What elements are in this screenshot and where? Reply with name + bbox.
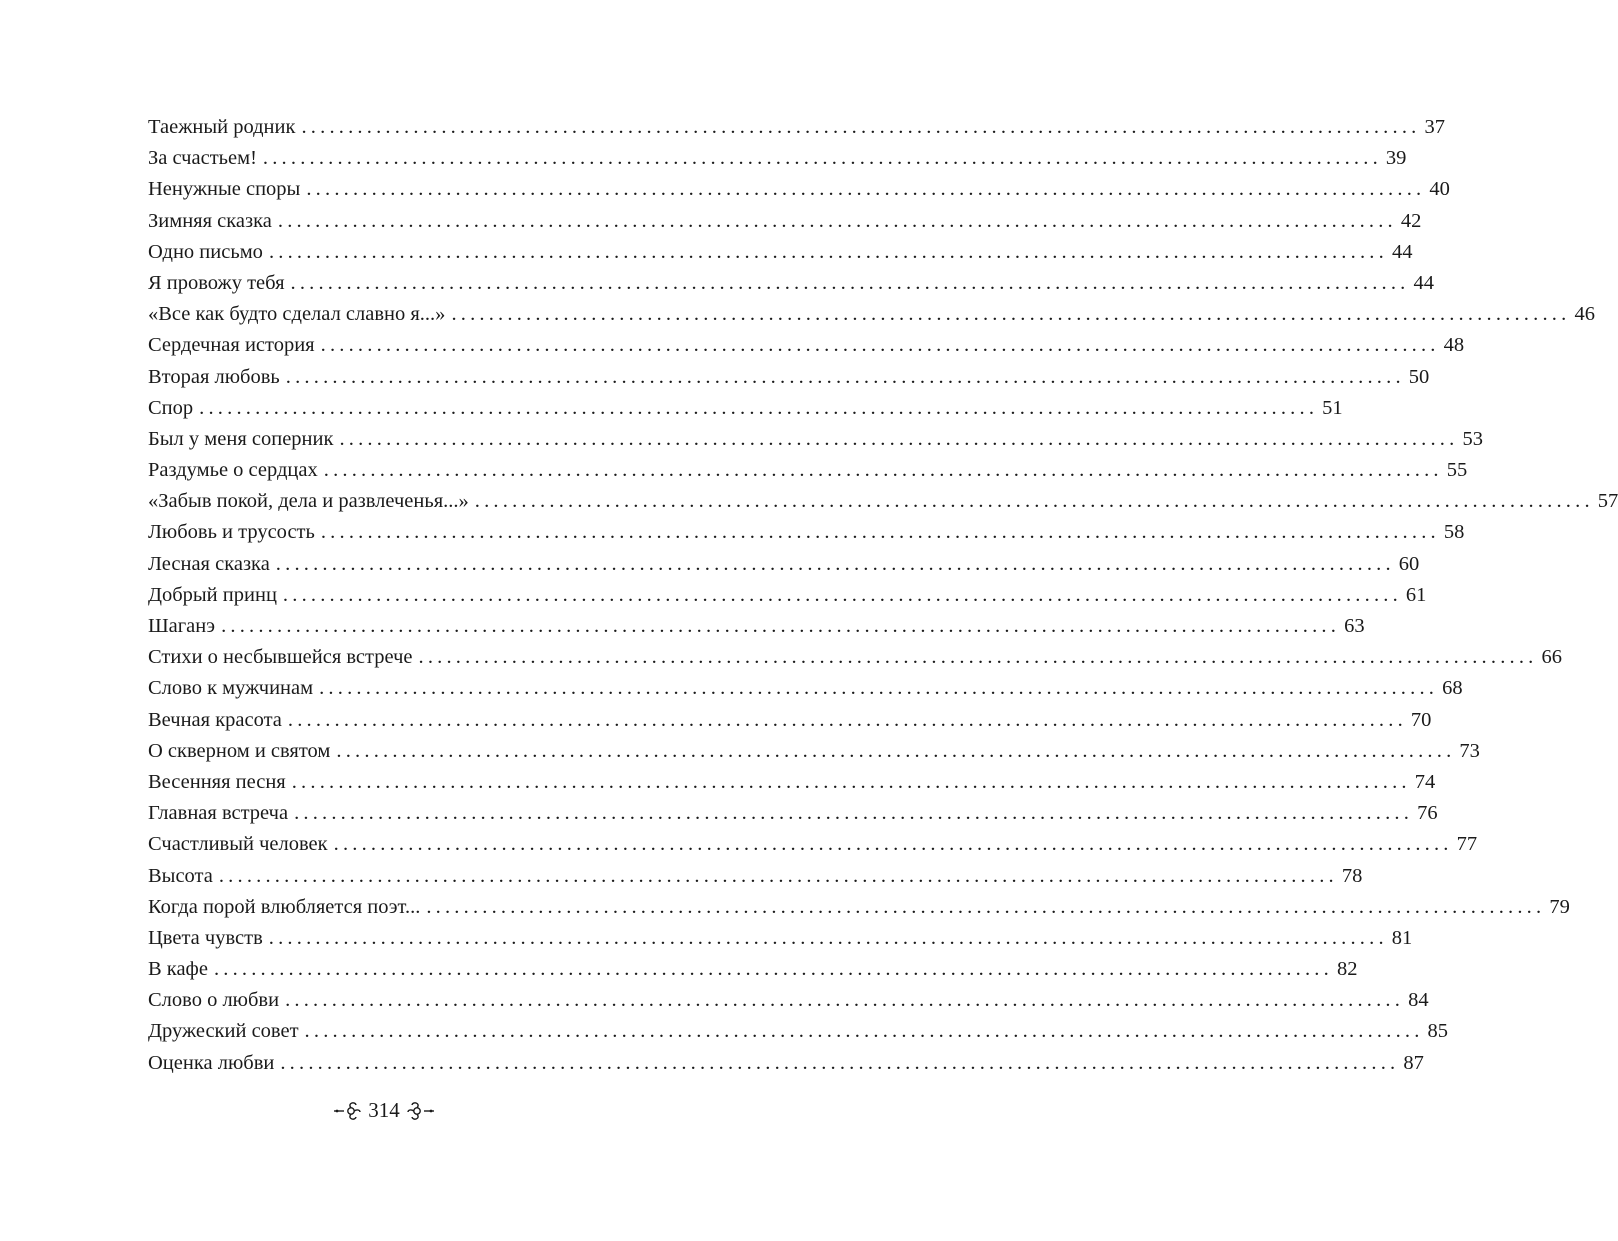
toc-entry (148, 673, 1463, 704)
toc-entry-page: 73 (1459, 739, 1480, 762)
flourish-left-icon (332, 1100, 362, 1122)
toc-leader-dots: ........................................................................................................................ (319, 677, 1439, 700)
toc-entry (148, 642, 1562, 673)
toc-entry-title: Таежный родник (148, 116, 296, 138)
toc-leader-dots: ........................................................................................................................ (291, 770, 1411, 793)
toc-entry-page: 60 (1398, 552, 1420, 575)
toc-entry-page: 42 (1400, 209, 1422, 232)
toc-entry-page: 58 (1443, 521, 1465, 544)
toc-entry-title: В кафе (148, 958, 208, 981)
toc-leader-dots: ........................................................................................................................ (282, 583, 1402, 606)
page-footer (0, 1098, 768, 1123)
toc-entry-title: Оценка любви (148, 1051, 275, 1074)
toc-entry-page: 79 (1549, 895, 1570, 918)
toc-entry-page: 84 (1408, 989, 1429, 1012)
toc-entry (148, 580, 1427, 611)
toc-entry-page: 78 (1341, 864, 1363, 887)
toc-entry-page: 61 (1405, 583, 1427, 606)
toc-entry-title: О скверном и святом (148, 739, 331, 762)
toc-leader-dots: ........................................................................................................................ (287, 708, 1407, 731)
toc-entry (148, 705, 1432, 736)
toc-entry-page: 50 (1408, 365, 1430, 388)
toc-entry-page: 44 (1413, 271, 1434, 294)
toc-entry-page: 74 (1414, 770, 1436, 793)
toc-leader-dots: ........................................................................................................................ (268, 240, 1388, 263)
toc-leader-dots: ........................................................................................................................ (323, 459, 1443, 482)
toc-entry-page: 55 (1446, 459, 1468, 482)
toc-entry-title: Вторая любовь (148, 365, 280, 388)
toc-entry (148, 486, 1618, 517)
toc-entry-page: 82 (1336, 958, 1358, 981)
toc-entry (148, 112, 1445, 143)
table-of-contents (148, 112, 1618, 1079)
toc-leader-dots: ........................................................................................................................ (418, 646, 1538, 669)
toc-entry-title: Зимняя сказка (148, 209, 272, 232)
toc-leader-dots: ........................................................................................................................ (199, 396, 1319, 419)
toc-entry-page: 87 (1403, 1051, 1424, 1074)
toc-entry-title: Добрый принц (148, 583, 277, 606)
toc-entry-page: 51 (1322, 396, 1343, 419)
toc-leader-dots: ........................................................................................................................ (333, 833, 1453, 856)
toc-entry-title: Дружеский совет (148, 1020, 299, 1043)
toc-leader-dots: ........................................................................................................................ (320, 334, 1440, 357)
toc-entry-title: Ненужные споры (148, 178, 301, 201)
toc-entry (148, 206, 1422, 237)
toc-entry-title: Весенняя песня (148, 770, 286, 793)
toc-entry (148, 829, 1478, 860)
toc-leader-dots: ........................................................................................................................ (301, 116, 1421, 138)
toc-entry-title: Вечная красота (148, 708, 282, 731)
toc-leader-dots: ........................................................................................................................ (306, 178, 1426, 201)
toc-entry-title: Я провожу тебя (148, 271, 285, 294)
toc-entry (148, 299, 1595, 330)
toc-entry (148, 1016, 1449, 1047)
toc-leader-dots: ........................................................................................................................ (294, 802, 1414, 825)
toc-entry-page: 63 (1344, 615, 1365, 637)
toc-entry (148, 954, 1358, 985)
toc-entry (148, 923, 1413, 954)
toc-entry-title: Когда порой влюбляется поэт... (148, 895, 421, 918)
toc-entry-page: 81 (1391, 926, 1413, 949)
toc-leader-dots: ........................................................................................................................ (304, 1020, 1424, 1043)
toc-entry-title: Одно письмо (148, 240, 263, 263)
toc-leader-dots: ........................................................................................................................ (275, 552, 1395, 575)
toc-entry-page: 77 (1456, 833, 1478, 856)
toc-entry (148, 861, 1363, 892)
toc-entry-title: Слово к мужчинам (148, 677, 314, 700)
toc-leader-dots: ........................................................................................................................ (268, 926, 1388, 949)
toc-entry-page: 37 (1424, 116, 1445, 138)
toc-entry-title: Стихи о несбывшейся встрече (148, 646, 413, 669)
toc-leader-dots: ........................................................................................................................ (221, 615, 1341, 637)
toc-entry-title: Лесная сказка (148, 552, 270, 575)
toc-entry-page: 57 (1597, 490, 1618, 513)
toc-entry (148, 611, 1365, 642)
toc-entry (148, 143, 1407, 174)
toc-entry-title: Любовь и трусость (148, 521, 315, 544)
toc-entry-title: Шаганэ (148, 615, 216, 637)
toc-entry (148, 736, 1480, 767)
toc-leader-dots: ........................................................................................................................ (426, 895, 1546, 918)
toc-entry-page: 40 (1429, 178, 1450, 201)
toc-entry (148, 767, 1436, 798)
toc-entry (148, 362, 1430, 393)
toc-entry-page: 66 (1541, 646, 1562, 669)
toc-entry-page: 48 (1443, 334, 1465, 357)
page-number: 314 (368, 1098, 400, 1122)
toc-leader-dots: ........................................................................................................................ (336, 739, 1456, 762)
toc-entry (148, 1048, 1424, 1079)
toc-entry-title: «Все как будто сделал славно я...» (148, 303, 446, 326)
toc-entry-title: Счастливый человек (148, 833, 328, 856)
toc-entry-title: Цвета чувств (148, 926, 263, 949)
toc-leader-dots: ........................................................................................................................ (320, 521, 1440, 544)
toc-entry-title: Раздумье о сердцах (148, 459, 318, 482)
toc-leader-dots: ........................................................................................................................ (339, 427, 1459, 450)
toc-entry (148, 330, 1465, 361)
toc-entry-page: 44 (1391, 240, 1413, 263)
toc-entry (148, 798, 1438, 829)
toc-entry (148, 892, 1570, 923)
toc-entry-title: Спор (148, 396, 194, 419)
toc-leader-dots: ........................................................................................................................ (451, 303, 1571, 326)
toc-entry (148, 393, 1343, 424)
toc-entry (148, 455, 1468, 486)
toc-leader-dots: ........................................................................................................................ (218, 864, 1338, 887)
toc-leader-dots: ........................................................................................................................ (280, 1051, 1400, 1074)
toc-entry-title: Был у меня соперник (148, 427, 334, 450)
toc-entry (148, 985, 1429, 1016)
toc-entry-title: Главная встреча (148, 802, 289, 825)
toc-entry (148, 517, 1465, 548)
toc-entry (148, 424, 1483, 455)
toc-leader-dots: ........................................................................................................................ (277, 209, 1397, 232)
toc-entry-page: 53 (1462, 427, 1483, 450)
toc-entry-page: 46 (1574, 303, 1595, 326)
flourish-right-icon (406, 1100, 436, 1122)
toc-entry (148, 268, 1434, 299)
toc-leader-dots: ........................................................................................................................ (262, 147, 1382, 170)
toc-entry-page: 85 (1427, 1020, 1449, 1043)
toc-leader-dots: ........................................................................................................................ (285, 989, 1405, 1012)
toc-entry (148, 237, 1413, 268)
toc-entry (148, 174, 1450, 205)
toc-leader-dots: ........................................................................................................................ (474, 490, 1594, 513)
toc-entry-page: 39 (1385, 147, 1407, 170)
toc-entry-page: 68 (1442, 677, 1463, 700)
toc-entry-title: За счастьем! (148, 147, 257, 170)
toc-entry-title: Высота (148, 864, 213, 887)
toc-entry-title: Слово о любви (148, 989, 280, 1012)
toc-leader-dots: ........................................................................................................................ (290, 271, 1410, 294)
toc-entry-title: «Забыв покой, дела и развлеченья...» (148, 490, 469, 513)
toc-leader-dots: ........................................................................................................................ (213, 958, 1333, 981)
toc-entry-title: Сердечная история (148, 334, 315, 357)
toc-entry-page: 76 (1417, 802, 1438, 825)
toc-entry-page: 70 (1410, 708, 1432, 731)
toc-entry (148, 549, 1420, 580)
toc-leader-dots: ........................................................................................................................ (285, 365, 1405, 388)
